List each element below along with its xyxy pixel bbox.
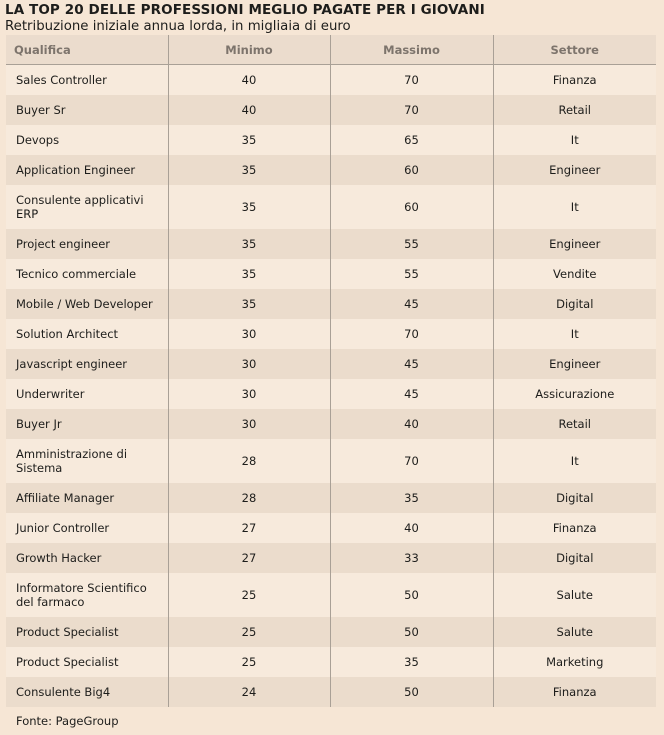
cell-minimo: 35	[168, 229, 330, 259]
table-row	[6, 543, 656, 573]
cell-settore: Vendite	[493, 259, 656, 289]
cell-settore: Digital	[493, 543, 656, 573]
cell-settore: Assicurazione	[493, 379, 656, 409]
cell-massimo: 65	[330, 125, 493, 155]
cell-minimo: 35	[168, 185, 330, 229]
cell-massimo: 33	[330, 543, 493, 573]
cell-settore: Digital	[493, 289, 656, 319]
cell-minimo: 30	[168, 379, 330, 409]
column-header-massimo: Massimo	[330, 35, 493, 65]
cell-minimo: 28	[168, 483, 330, 513]
cell-qualifica: Affiliate Manager	[16, 490, 115, 505]
cell-qualifica: Javascript engineer	[16, 356, 128, 371]
cell-massimo: 70	[330, 95, 493, 125]
cell-minimo: 27	[168, 543, 330, 573]
table-body	[6, 65, 656, 707]
cell-settore: Finanza	[493, 65, 656, 95]
cell-qualifica: Devops	[16, 132, 60, 147]
cell-massimo: 35	[330, 483, 493, 513]
cell-qualifica: Solution Architect	[16, 326, 119, 341]
cell-settore: Marketing	[493, 647, 656, 677]
cell-massimo: 55	[330, 229, 493, 259]
table-row	[6, 409, 656, 439]
cell-massimo: 70	[330, 65, 493, 95]
cell-massimo: 50	[330, 617, 493, 647]
table-row	[6, 439, 656, 483]
cell-minimo: 24	[168, 677, 330, 707]
cell-settore: It	[493, 439, 656, 483]
table-row	[6, 185, 656, 229]
table-row	[6, 483, 656, 513]
cell-minimo: 25	[168, 617, 330, 647]
table-row	[6, 647, 656, 677]
cell-settore: It	[493, 185, 656, 229]
cell-qualifica: Project engineer	[16, 236, 111, 251]
table-row	[6, 229, 656, 259]
cell-settore: Finanza	[493, 513, 656, 543]
cell-minimo: 25	[168, 647, 330, 677]
cell-qualifica: Application Engineer	[16, 162, 136, 177]
cell-minimo: 40	[168, 95, 330, 125]
table-row	[6, 259, 656, 289]
table-row	[6, 379, 656, 409]
cell-qualifica: Product Specialist	[16, 624, 119, 639]
cell-minimo: 30	[168, 349, 330, 379]
cell-qualifica: Sales Controller	[16, 72, 107, 87]
cell-qualifica: Buyer Jr	[16, 416, 62, 431]
cell-settore: Retail	[493, 95, 656, 125]
cell-qualifica: Amministrazione di Sistema	[16, 446, 128, 475]
cell-massimo: 45	[330, 349, 493, 379]
cell-minimo: 35	[168, 125, 330, 155]
table-row	[6, 289, 656, 319]
page-subtitle: Retribuzione iniziale annua lorda, in migliaia di euro	[5, 19, 351, 34]
table-header-row	[6, 35, 656, 65]
cell-settore: Engineer	[493, 155, 656, 185]
cell-settore: Salute	[493, 573, 656, 617]
table-row	[6, 65, 656, 95]
cell-massimo: 60	[330, 155, 493, 185]
cell-settore: Retail	[493, 409, 656, 439]
cell-settore: Engineer	[493, 349, 656, 379]
cell-settore: Salute	[493, 617, 656, 647]
table-row	[6, 573, 656, 617]
table-row	[6, 319, 656, 349]
cell-massimo: 40	[330, 409, 493, 439]
cell-minimo: 35	[168, 259, 330, 289]
cell-minimo: 27	[168, 513, 330, 543]
cell-minimo: 30	[168, 319, 330, 349]
cell-qualifica: Buyer Sr	[16, 102, 66, 117]
table-row	[6, 617, 656, 647]
source-note: Fonte: PageGroup	[16, 714, 119, 728]
cell-qualifica: Consulente Big4	[16, 684, 111, 699]
cell-massimo: 60	[330, 185, 493, 229]
cell-massimo: 35	[330, 647, 493, 677]
cell-massimo: 40	[330, 513, 493, 543]
table-row	[6, 125, 656, 155]
cell-settore: Finanza	[493, 677, 656, 707]
cell-minimo: 25	[168, 573, 330, 617]
cell-qualifica: Consulente applicativi ERP	[16, 192, 144, 221]
cell-massimo: 55	[330, 259, 493, 289]
column-header-minimo: Minimo	[168, 35, 330, 65]
cell-minimo: 30	[168, 409, 330, 439]
column-header-qualifica: Qualifica	[6, 35, 168, 65]
cell-minimo: 35	[168, 289, 330, 319]
cell-massimo: 45	[330, 379, 493, 409]
cell-settore: It	[493, 319, 656, 349]
cell-qualifica: Informatore Scientifico del farmaco	[16, 580, 147, 609]
cell-settore: It	[493, 125, 656, 155]
cell-massimo: 70	[330, 439, 493, 483]
cell-qualifica: Mobile / Web Developer	[16, 296, 153, 311]
table-row	[6, 349, 656, 379]
page-title: LA TOP 20 DELLE PROFESSIONI MEGLIO PAGATE PER I GIOVANI	[5, 2, 485, 18]
table-row	[6, 95, 656, 125]
cell-qualifica: Product Specialist	[16, 654, 119, 669]
cell-settore: Digital	[493, 483, 656, 513]
cell-minimo: 40	[168, 65, 330, 95]
table-row	[6, 513, 656, 543]
table-row	[6, 155, 656, 185]
cell-massimo: 70	[330, 319, 493, 349]
cell-qualifica: Growth Hacker	[16, 550, 102, 565]
cell-settore: Engineer	[493, 229, 656, 259]
cell-qualifica: Junior Controller	[16, 520, 110, 535]
cell-minimo: 35	[168, 155, 330, 185]
cell-qualifica: Underwriter	[16, 386, 85, 401]
cell-qualifica: Tecnico commerciale	[16, 266, 137, 281]
table-row	[6, 677, 656, 707]
cell-minimo: 28	[168, 439, 330, 483]
cell-massimo: 50	[330, 677, 493, 707]
cell-massimo: 50	[330, 573, 493, 617]
column-header-settore: Settore	[493, 35, 656, 65]
salary-table	[6, 35, 656, 707]
cell-massimo: 45	[330, 289, 493, 319]
